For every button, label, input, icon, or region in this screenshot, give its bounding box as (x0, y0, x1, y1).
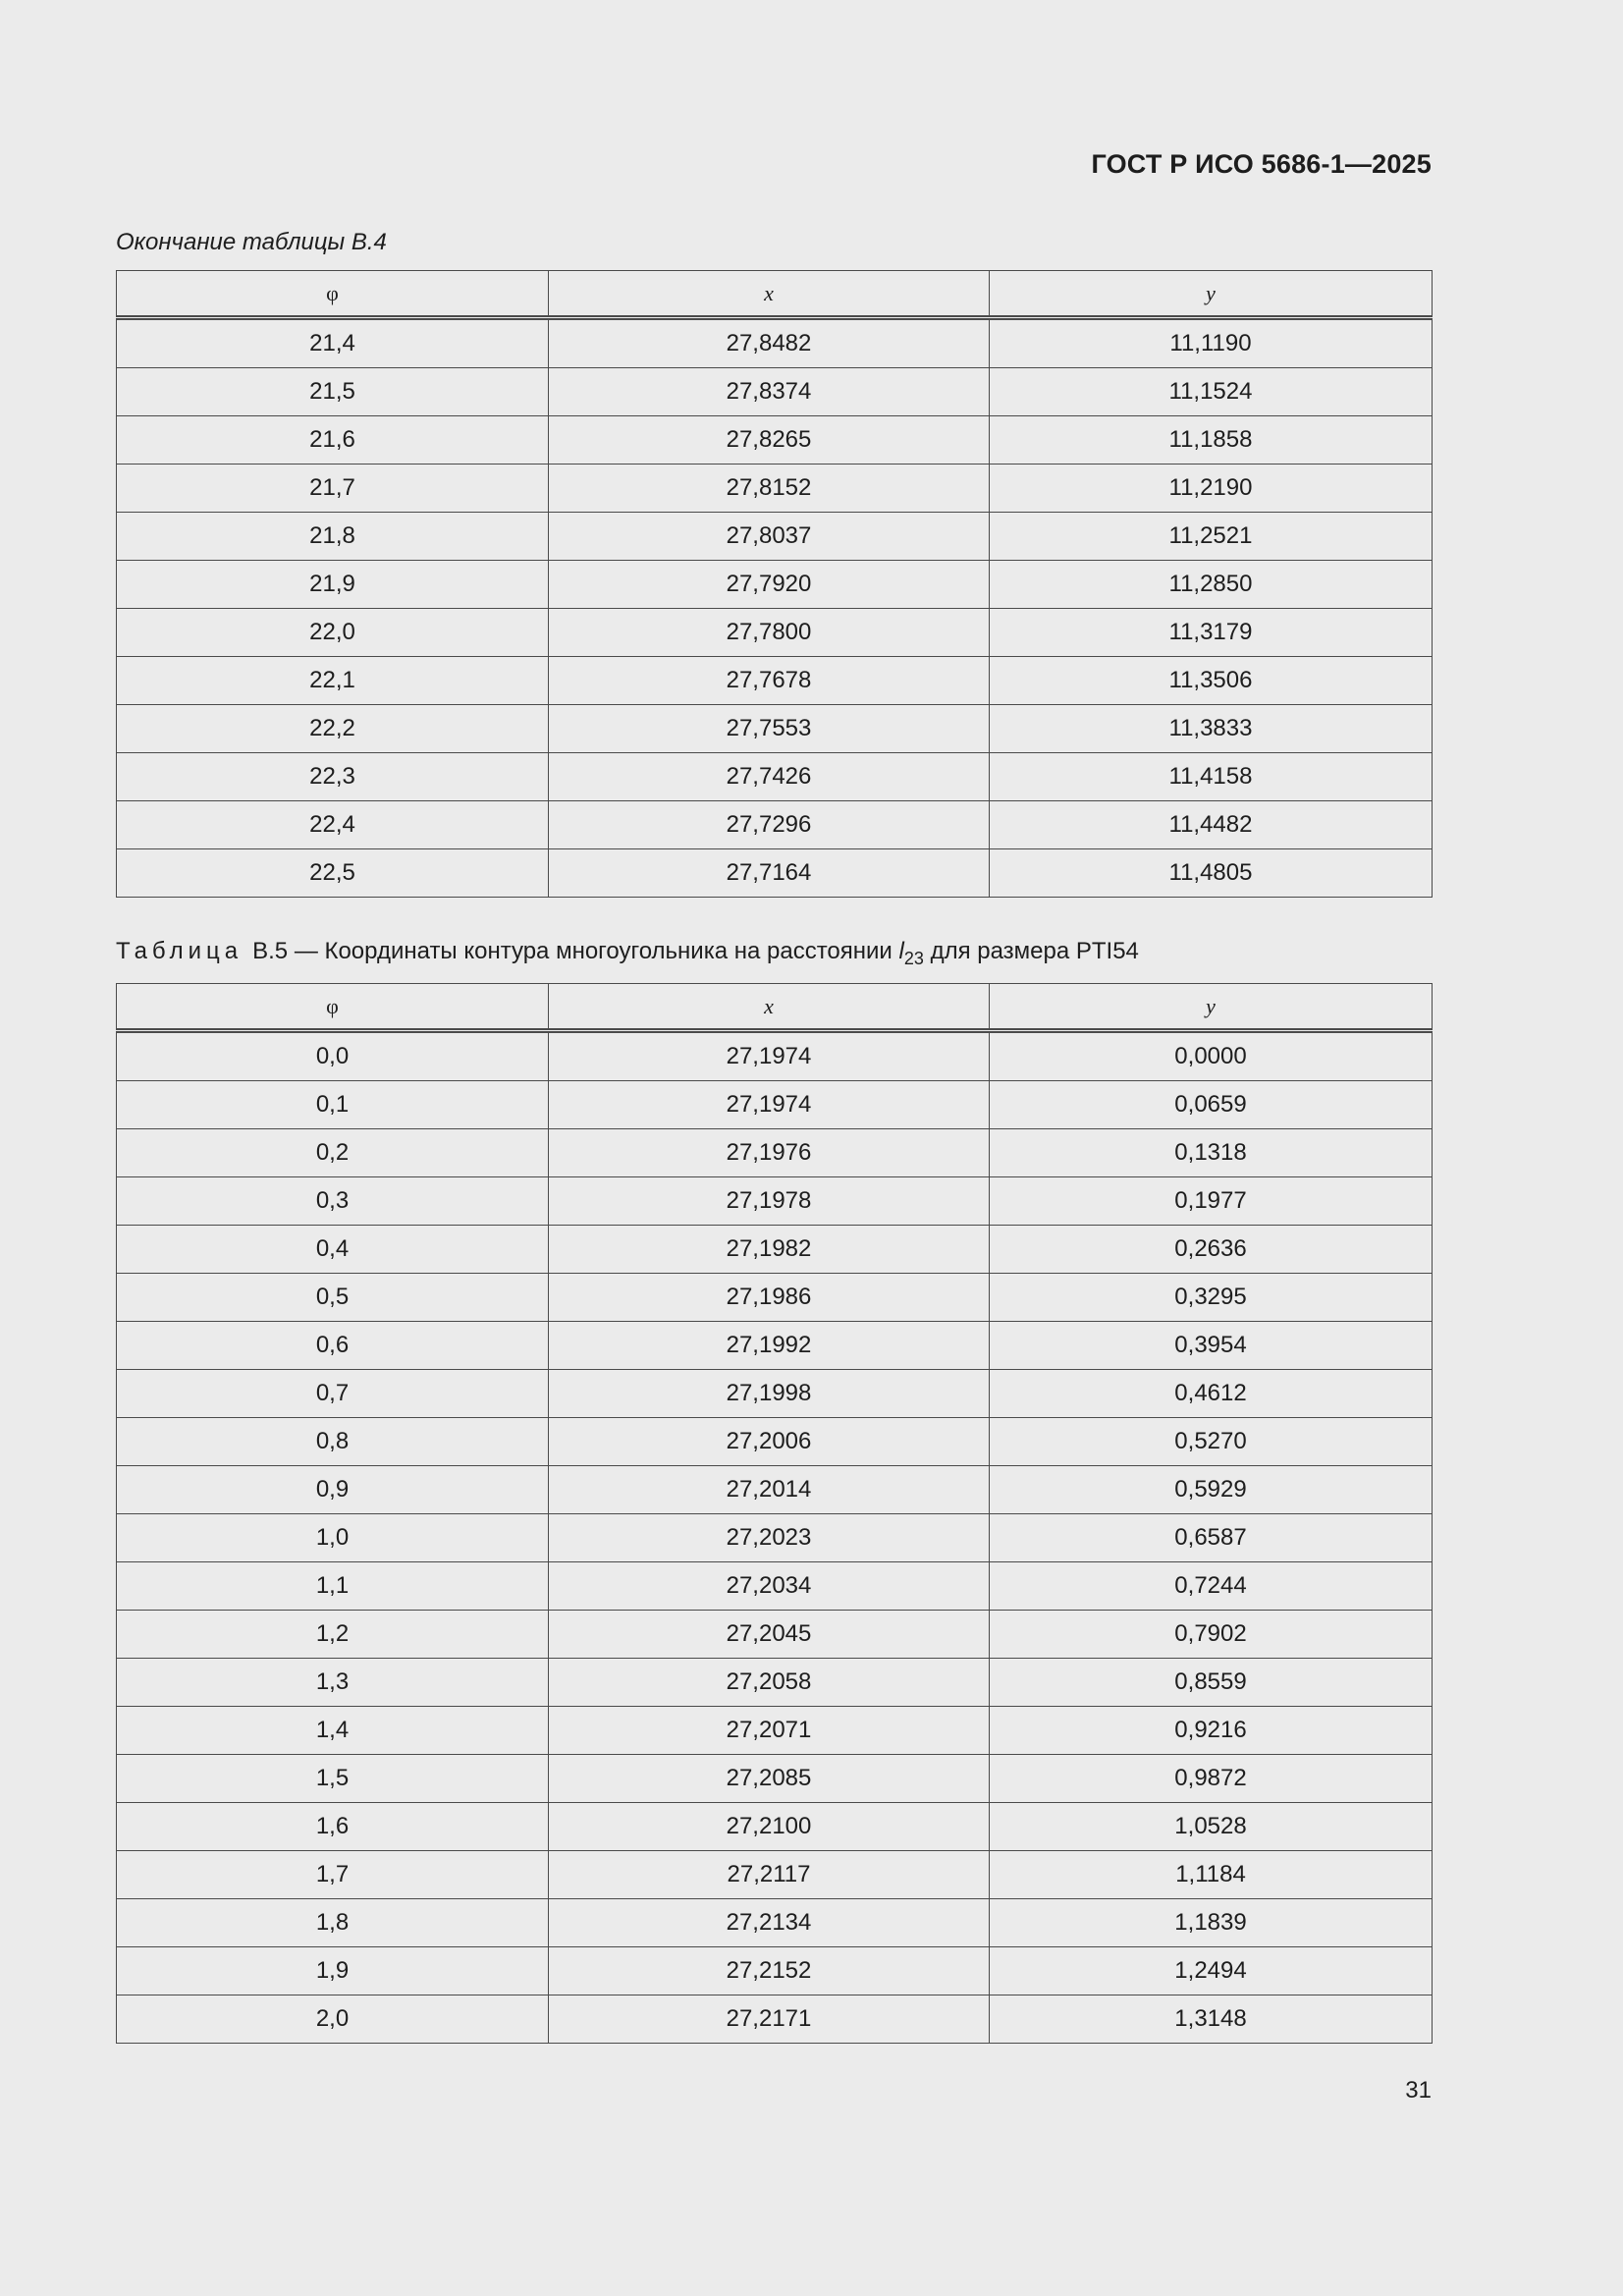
cell-x: 27,2034 (549, 1562, 990, 1611)
cell-phi: 1,6 (117, 1803, 549, 1851)
cell-y: 0,2636 (990, 1226, 1433, 1274)
cell-phi: 21,6 (117, 416, 549, 465)
cell-y: 11,1524 (990, 368, 1433, 416)
table-row (117, 561, 1433, 609)
cell-y: 0,1318 (990, 1129, 1433, 1177)
column-header-x: x (549, 271, 990, 318)
cell-phi: 22,0 (117, 609, 549, 657)
cell-phi: 22,3 (117, 753, 549, 801)
table-header-row (117, 271, 1433, 318)
table-row (117, 1274, 1433, 1322)
cell-phi: 0,5 (117, 1274, 549, 1322)
table-row (117, 753, 1433, 801)
table-b5 (116, 983, 1433, 2044)
cell-x: 27,2100 (549, 1803, 990, 1851)
table-row (117, 609, 1433, 657)
document-code: ГОСТ Р ИСО 5686-1—2025 (1091, 149, 1432, 179)
cell-phi: 21,9 (117, 561, 549, 609)
cell-phi: 1,7 (117, 1851, 549, 1899)
cell-x: 27,7678 (549, 657, 990, 705)
cell-phi: 1,3 (117, 1659, 549, 1707)
cell-y: 11,1858 (990, 416, 1433, 465)
table-row (117, 1947, 1433, 1995)
cell-phi: 22,1 (117, 657, 549, 705)
cell-phi: 22,5 (117, 849, 549, 898)
cell-x: 27,2117 (549, 1851, 990, 1899)
cell-phi: 0,7 (117, 1370, 549, 1418)
table-b5-caption (116, 938, 1139, 969)
table-row (117, 801, 1433, 849)
table-row (117, 1611, 1433, 1659)
table-row (117, 1755, 1433, 1803)
cell-y: 1,3148 (990, 1995, 1433, 2044)
table-row (117, 1995, 1433, 2044)
cell-y: 0,1977 (990, 1177, 1433, 1226)
cell-phi: 0,9 (117, 1466, 549, 1514)
cell-y: 0,7244 (990, 1562, 1433, 1611)
cell-phi: 1,5 (117, 1755, 549, 1803)
cell-x: 27,8037 (549, 513, 990, 561)
cell-phi: 0,8 (117, 1418, 549, 1466)
cell-y: 0,3295 (990, 1274, 1433, 1322)
cell-x: 27,8152 (549, 465, 990, 513)
cell-phi: 2,0 (117, 1995, 549, 2044)
cell-y: 11,4482 (990, 801, 1433, 849)
cell-y: 11,1190 (990, 318, 1433, 368)
column-header-y: y (990, 271, 1433, 318)
table-row (117, 416, 1433, 465)
cell-x: 27,1976 (549, 1129, 990, 1177)
cell-x: 27,2045 (549, 1611, 990, 1659)
cell-phi: 1,1 (117, 1562, 549, 1611)
table-b4-caption: Окончание таблицы В.4 (116, 229, 387, 255)
column-header-phi: φ (117, 984, 549, 1031)
cell-phi: 1,0 (117, 1514, 549, 1562)
cell-x: 27,1998 (549, 1370, 990, 1418)
cell-phi: 0,0 (117, 1031, 549, 1081)
cell-x: 27,1974 (549, 1031, 990, 1081)
table-row (117, 318, 1433, 368)
cell-x: 27,2058 (549, 1659, 990, 1707)
table-b5-caption-text: — Координаты контура многоугольника на расстоянии (294, 938, 893, 964)
cell-x: 27,7426 (549, 753, 990, 801)
cell-y: 0,7902 (990, 1611, 1433, 1659)
symbol-l23 (898, 938, 924, 968)
table-b4-body (117, 318, 1433, 898)
table-row (117, 1129, 1433, 1177)
cell-x: 27,8265 (549, 416, 990, 465)
table-row (117, 1177, 1433, 1226)
cell-y: 11,2190 (990, 465, 1433, 513)
table-b5-body (117, 1031, 1433, 2044)
table-b5-caption-number: В.5 (252, 938, 289, 964)
cell-phi: 0,1 (117, 1081, 549, 1129)
cell-x: 27,7164 (549, 849, 990, 898)
cell-y: 11,3506 (990, 657, 1433, 705)
cell-y: 0,3954 (990, 1322, 1433, 1370)
page-number: 31 (1405, 2077, 1432, 2104)
table-row (117, 1418, 1433, 1466)
cell-y: 0,6587 (990, 1514, 1433, 1562)
cell-y: 1,0528 (990, 1803, 1433, 1851)
cell-phi: 22,4 (117, 801, 549, 849)
symbol-l: l (898, 938, 904, 964)
table-header-row (117, 984, 1433, 1031)
cell-x: 27,7553 (549, 705, 990, 753)
table-row (117, 1659, 1433, 1707)
table-row (117, 1081, 1433, 1129)
cell-x: 27,1974 (549, 1081, 990, 1129)
column-header-phi: φ (117, 271, 549, 318)
cell-y: 0,9216 (990, 1707, 1433, 1755)
table-row (117, 1562, 1433, 1611)
cell-y: 0,5929 (990, 1466, 1433, 1514)
cell-y: 1,1839 (990, 1899, 1433, 1947)
cell-x: 27,7920 (549, 561, 990, 609)
cell-phi: 21,4 (117, 318, 549, 368)
cell-phi: 0,6 (117, 1322, 549, 1370)
cell-y: 0,0000 (990, 1031, 1433, 1081)
table-row (117, 1514, 1433, 1562)
cell-y: 11,3179 (990, 609, 1433, 657)
cell-y: 1,1184 (990, 1851, 1433, 1899)
table-row (117, 1322, 1433, 1370)
cell-phi: 1,8 (117, 1899, 549, 1947)
table-row (117, 465, 1433, 513)
table-row (117, 1031, 1433, 1081)
cell-x: 27,1992 (549, 1322, 990, 1370)
cell-y: 11,2850 (990, 561, 1433, 609)
cell-y: 11,2521 (990, 513, 1433, 561)
table-row (117, 1899, 1433, 1947)
column-header-x: x (549, 984, 990, 1031)
table-row (117, 513, 1433, 561)
cell-y: 11,4158 (990, 753, 1433, 801)
table-row (117, 849, 1433, 898)
cell-phi: 21,5 (117, 368, 549, 416)
table-row (117, 1370, 1433, 1418)
table-row (117, 657, 1433, 705)
cell-y: 0,4612 (990, 1370, 1433, 1418)
cell-phi: 1,9 (117, 1947, 549, 1995)
cell-x: 27,1982 (549, 1226, 990, 1274)
cell-x: 27,8374 (549, 368, 990, 416)
cell-x: 27,2085 (549, 1755, 990, 1803)
cell-phi: 0,2 (117, 1129, 549, 1177)
table-row (117, 1803, 1433, 1851)
cell-x: 27,8482 (549, 318, 990, 368)
cell-phi: 22,2 (117, 705, 549, 753)
cell-x: 27,2171 (549, 1995, 990, 2044)
cell-x: 27,2006 (549, 1418, 990, 1466)
table-b5-caption-suffix: для размера PTI54 (930, 938, 1139, 964)
cell-y: 0,9872 (990, 1755, 1433, 1803)
cell-x: 27,7800 (549, 609, 990, 657)
cell-x: 27,2152 (549, 1947, 990, 1995)
cell-phi: 0,3 (117, 1177, 549, 1226)
cell-y: 0,5270 (990, 1418, 1433, 1466)
cell-phi: 21,7 (117, 465, 549, 513)
cell-x: 27,2023 (549, 1514, 990, 1562)
cell-x: 27,2071 (549, 1707, 990, 1755)
cell-phi: 1,2 (117, 1611, 549, 1659)
cell-x: 27,1986 (549, 1274, 990, 1322)
cell-y: 11,4805 (990, 849, 1433, 898)
table-row (117, 705, 1433, 753)
column-header-y: y (990, 984, 1433, 1031)
cell-phi: 21,8 (117, 513, 549, 561)
table-row (117, 1466, 1433, 1514)
table-row (117, 1851, 1433, 1899)
cell-y: 0,0659 (990, 1081, 1433, 1129)
table-row (117, 368, 1433, 416)
table-row (117, 1226, 1433, 1274)
cell-y: 0,8559 (990, 1659, 1433, 1707)
cell-phi: 1,4 (117, 1707, 549, 1755)
table-row (117, 1707, 1433, 1755)
symbol-subscript: 23 (903, 949, 924, 968)
cell-x: 27,7296 (549, 801, 990, 849)
cell-y: 1,2494 (990, 1947, 1433, 1995)
cell-y: 11,3833 (990, 705, 1433, 753)
cell-x: 27,2014 (549, 1466, 990, 1514)
cell-phi: 0,4 (117, 1226, 549, 1274)
cell-x: 27,2134 (549, 1899, 990, 1947)
cell-x: 27,1978 (549, 1177, 990, 1226)
table-b4 (116, 270, 1433, 898)
table-b5-caption-label: Таблица (116, 938, 243, 964)
